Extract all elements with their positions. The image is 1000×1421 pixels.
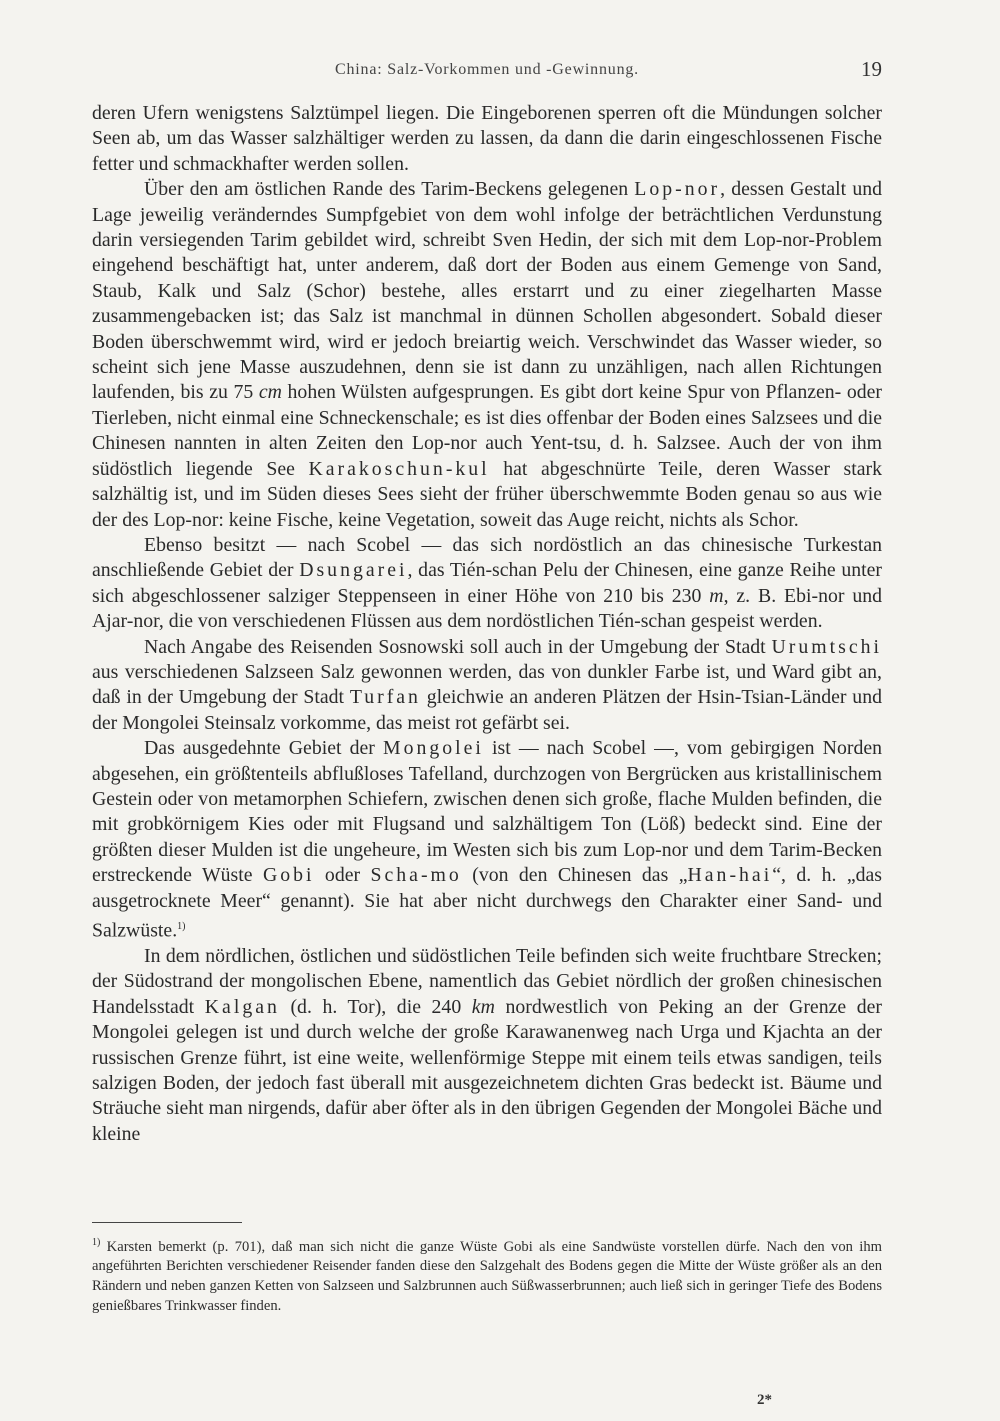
main-text bbox=[92, 101, 882, 1147]
paragraph-3 bbox=[92, 533, 882, 635]
text-span: aus verschiedenen Salzseen Salz gewonnen werden, das von dunkler Farbe ist, und Ward gibt an, daß in der Umgebung der Stadt bbox=[92, 660, 882, 709]
spaced-name-mongolei: Mongolei bbox=[383, 737, 484, 760]
paragraph-4 bbox=[92, 635, 882, 737]
footnote-reference[interactable]: 1) bbox=[177, 921, 186, 932]
unit-km: km bbox=[471, 995, 495, 1018]
page-header bbox=[92, 57, 882, 83]
text-span: (von den Chinesen das „ bbox=[461, 864, 688, 887]
text-span: Ebenso besitzt — nach Scobel — das sich nordöstlich an das chinesische Turkestan anschließende Gebiet der bbox=[92, 533, 882, 582]
spaced-name-dsungarei: Dsungarei bbox=[299, 559, 408, 582]
unit-m: m bbox=[709, 584, 724, 607]
spaced-name-turfan: Turfan bbox=[349, 686, 421, 709]
text-span: oder bbox=[314, 864, 371, 887]
text-span: Das ausgedehnte Gebiet der bbox=[144, 737, 383, 760]
text-span: , das Tién-schan Pelu der Chinesen, eine ganze Reihe unter sich abgeschlossener salziger Steppenseen in einer Höhe von 210 bis 230 bbox=[92, 559, 882, 607]
footnote bbox=[92, 1233, 882, 1316]
spaced-name-scha-mo: Scha-mo bbox=[370, 864, 462, 887]
paragraph-6 bbox=[92, 944, 882, 1147]
spaced-name-lop-nor: Lop-nor bbox=[634, 178, 721, 201]
text-span: “, d. h. „das ausgetrocknete Meer“ genannt). Sie hat aber nicht durchwegs den Charakter einer Sand- und Salzwüste. bbox=[92, 864, 882, 942]
text-span: In dem nördlichen, östlichen und südöstlichen Teile befinden sich weite fruchtbare Strecken; der Südostrand der mongolischen Ebene, namentlich das Gebiet nördlich der großen chinesischen Handelsstadt bbox=[92, 945, 882, 1018]
text-span: deren Ufern wenigstens Salztümpel liegen. Die Eingeborenen sperren oft die Mündungen solcher Seen ab, um das Wasser salzhältiger werden zu lassen, da dann die darin eingeschlossenen Fische fetter und schmackhafter werden sollen. bbox=[92, 102, 882, 175]
paragraph-1 bbox=[92, 101, 882, 177]
running-head: China: Salz-Vorkommen und -Gewinnung. bbox=[335, 61, 639, 78]
printer-signature: 2* bbox=[757, 1392, 772, 1408]
text-span: (d. h. Tor), die 240 bbox=[279, 995, 472, 1018]
spaced-name-urumtschi: Urumtschi bbox=[771, 635, 882, 658]
text-span: , dessen Gestalt und Lage jeweilig veränderndes Sumpfgebiet von dem wohl infolge der beträchtlichen Verdunstung darin versiegenden Tarim gebildet wird, schreibt Sven Hedin, der sich mit dem Lop-nor-Problem eingehend beschäftigt hat, unter anderem, daß dort der Boden aus einem Gemenge von Sand, Staub, Kalk und Salz (Schor) bestehe, alles erstarrt und zu einer ziegelharten Masse zusammengebacken ist; das Salz ist manchmal in dünnen Schollen abgesondert. Sobald dieser Boden überschwemmt wird, wird er jedoch breiartig weich. Verschwindet das Wasser wieder, so scheint sich jene Masse auszudehnen, denn sie ist dann zu unzähligen, nach allen Richtungen laufenden, bis zu 75 bbox=[92, 178, 882, 404]
footnote-text: Karsten bemerkt (p. 701), daß man sich nicht die ganze Wüste Gobi als eine Sandwüste vorstellen dürfe. Nach den von ihm angeführten Berichten verschiedener Reisender fanden diese den Salzgehalt des Bodens gegen die Mitte der Wüste größer als an den Rändern und neben ganzen Ketten von Salzseen und Salzbrunnen auch Süßwasserbrunnen; auch ließ sich in geringer Tiefe des Bodens genießbares Trinkwasser finden. bbox=[92, 1238, 882, 1314]
text-span: , z. B. Ebi-nor und Ajar-nor, die von verschiedenen Flüssen aus dem nordöstlichen Tién-schan gespeist werden. bbox=[92, 584, 882, 633]
text-span: Über den am östlichen Rande des Tarim-Beckens gelegenen bbox=[144, 178, 635, 201]
unit-cm: cm bbox=[258, 381, 282, 404]
text-span: ist — nach Scobel —, vom gebirgigen Norden abgesehen, ein größtenteils abflußloses Tafelland, durchzogen von Bergrücken aus kristallinischem Gestein oder von metamorphen Schiefern, zwischen denen sich große, flache Mulden befinden, die mit grobkörnigem Kies oder mit Flugsand und salzhältigem Ton (Löß) bedeckt sind. Eine der größten dieser Mulden ist die ungeheure, im Westen sich bis zum Lop-nor und dem Tarim-Becken erstreckende Wüste bbox=[92, 737, 882, 887]
spaced-name-han-hai: Han-hai bbox=[687, 864, 773, 887]
text-span: hat abgeschnürte Teile, deren Wasser stark salzhältig ist, und im Süden dieses Sees sieht der früher überschwemmte Boden genau so aus wie der des Lop-nor: keine Fische, keine Vegetation, soweit das Auge reicht, nichts als Schor. bbox=[92, 457, 882, 531]
spaced-name-kalgan: Kalgan bbox=[204, 995, 280, 1018]
text-span: Nach Angabe des Reisenden Sosnowski soll auch in der Umgebung der Stadt bbox=[144, 635, 772, 658]
footnote-divider bbox=[92, 1222, 242, 1223]
text-span: hohen Wülsten aufgesprungen. Es gibt dort keine Spur von Pflanzen- oder Tierleben, nicht einmal eine Schneckenschale; es ist dies offenbar der Boden eines Salzsees und die Chinesen nannten in alten Zeiten den Lop-nor auch Yent-tsu, d. h. Salzsee. Auch der von ihm südöstlich liegende See bbox=[92, 381, 883, 480]
spaced-name-karakoschun-kul: Karakoschun-kul bbox=[308, 457, 490, 480]
text-span: gleichwie an anderen Plätzen der Hsin-Tsian-Länder und der Mongolei Steinsalz vorkomme, das meist rot gefärbt sei. bbox=[92, 686, 882, 734]
footnote-mark: 1) bbox=[92, 1237, 101, 1248]
text-span: nordwestlich von Peking an der Grenze der Mongolei gelegen ist und durch welche der große Karawanenweg nach Urga und Kjachta an der russischen Grenze führt, ist eine weite, wellenförmige Steppe mit einem teils etwas sandigen, teils salzigen Boden, der jedoch fast überall mit ausgezeichnetem dichten Gras bedeckt ist. Bäume und Sträuche sieht man nirgends, dafür aber öfter als in den übrigen Gegenden der Mongolei Bäche und kleine bbox=[92, 995, 882, 1145]
page-number: 19 bbox=[861, 57, 882, 81]
paragraph-5 bbox=[92, 736, 882, 944]
paragraph-2 bbox=[92, 177, 882, 533]
spaced-name-gobi: Gobi bbox=[262, 864, 315, 887]
